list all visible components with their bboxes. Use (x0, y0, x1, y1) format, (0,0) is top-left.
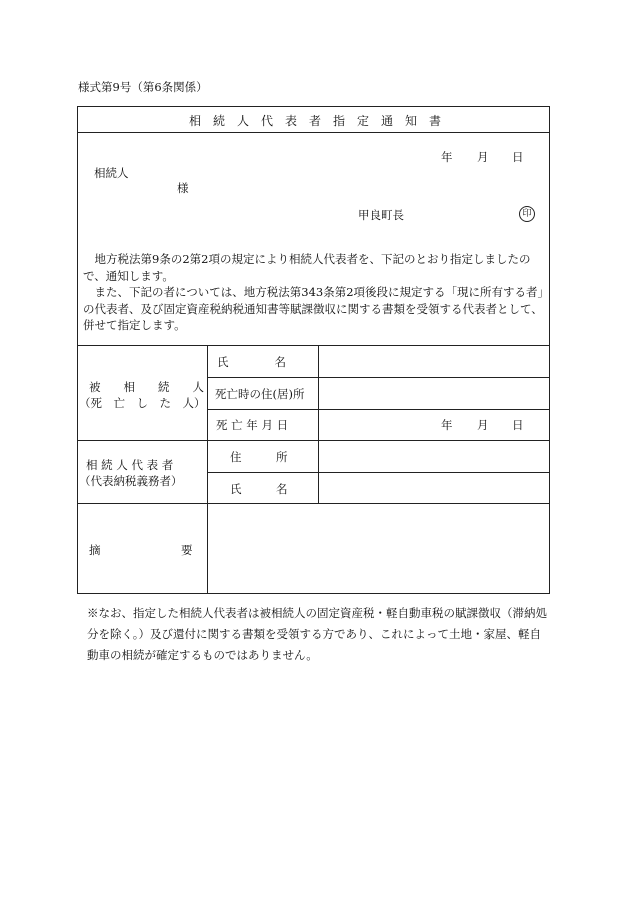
remarks-label: 摘 要 (89, 543, 193, 557)
row-divider (207, 409, 550, 410)
row-divider (207, 472, 550, 473)
representative-name-label: 氏 名 (230, 482, 288, 496)
death-month-label: 月 (477, 418, 489, 432)
representative-label: 相 続 人 代 表 者 (86, 458, 174, 472)
footnote: ※なお、指定した相続人代表者は被相続人の固定資産税・軽自動車税の賦課徴収（滞納処分を除く。）及び還付に関する書類を受領する方であり、これによって土地・家屋、軽自動車の相続が確定するものではありません。 (87, 606, 547, 662)
form-number-label: 様式第9号（第6条関係） (78, 80, 208, 94)
row-divider (207, 377, 550, 378)
section-divider (77, 440, 550, 441)
section-divider (77, 345, 550, 346)
death-day-label: 日 (512, 418, 524, 432)
death-year-label: 年 (441, 418, 453, 432)
honorific-label: 様 (177, 181, 189, 195)
title-divider (77, 132, 550, 133)
recipient-label: 相続人 (94, 166, 129, 180)
decedent-sublabel: （死 亡 し た 人） (79, 396, 206, 410)
seal-mark: 印 (519, 206, 535, 222)
representative-sublabel: （代表納税義務者） (79, 474, 183, 488)
decedent-label: 被 相 続 人 (89, 380, 204, 394)
body-paragraph-2: また、下記の者については、地方税法第343条第2項後段に規定する「現に所有する者」の代表者、及び固定資産税納税通知書等賦課徴収に関する書類を受領する代表者として、併せて指定します。 (83, 285, 544, 332)
issuer-label: 甲良町長 (358, 208, 404, 222)
date-month-label: 月 (477, 150, 489, 164)
date-day-label: 日 (512, 150, 524, 164)
notification-form (77, 106, 550, 594)
form-title: 相 続 人 代 表 者 指 定 通 知 書 (188, 114, 441, 128)
section-divider (77, 503, 550, 504)
body-paragraph-1: 地方税法第9条の2第2項の規定により相続人代表者を、下記のとおり指定しましたので、通知します。 (83, 252, 531, 283)
column-divider (318, 345, 319, 503)
death-date-label: 死 亡 年 月 日 (216, 418, 289, 432)
column-divider (207, 345, 208, 594)
decedent-name-label: 氏 名 (217, 355, 286, 369)
date-year-label: 年 (441, 150, 453, 164)
representative-address-label: 住 所 (230, 450, 288, 464)
decedent-address-label: 死亡時の住(居)所 (215, 387, 305, 401)
